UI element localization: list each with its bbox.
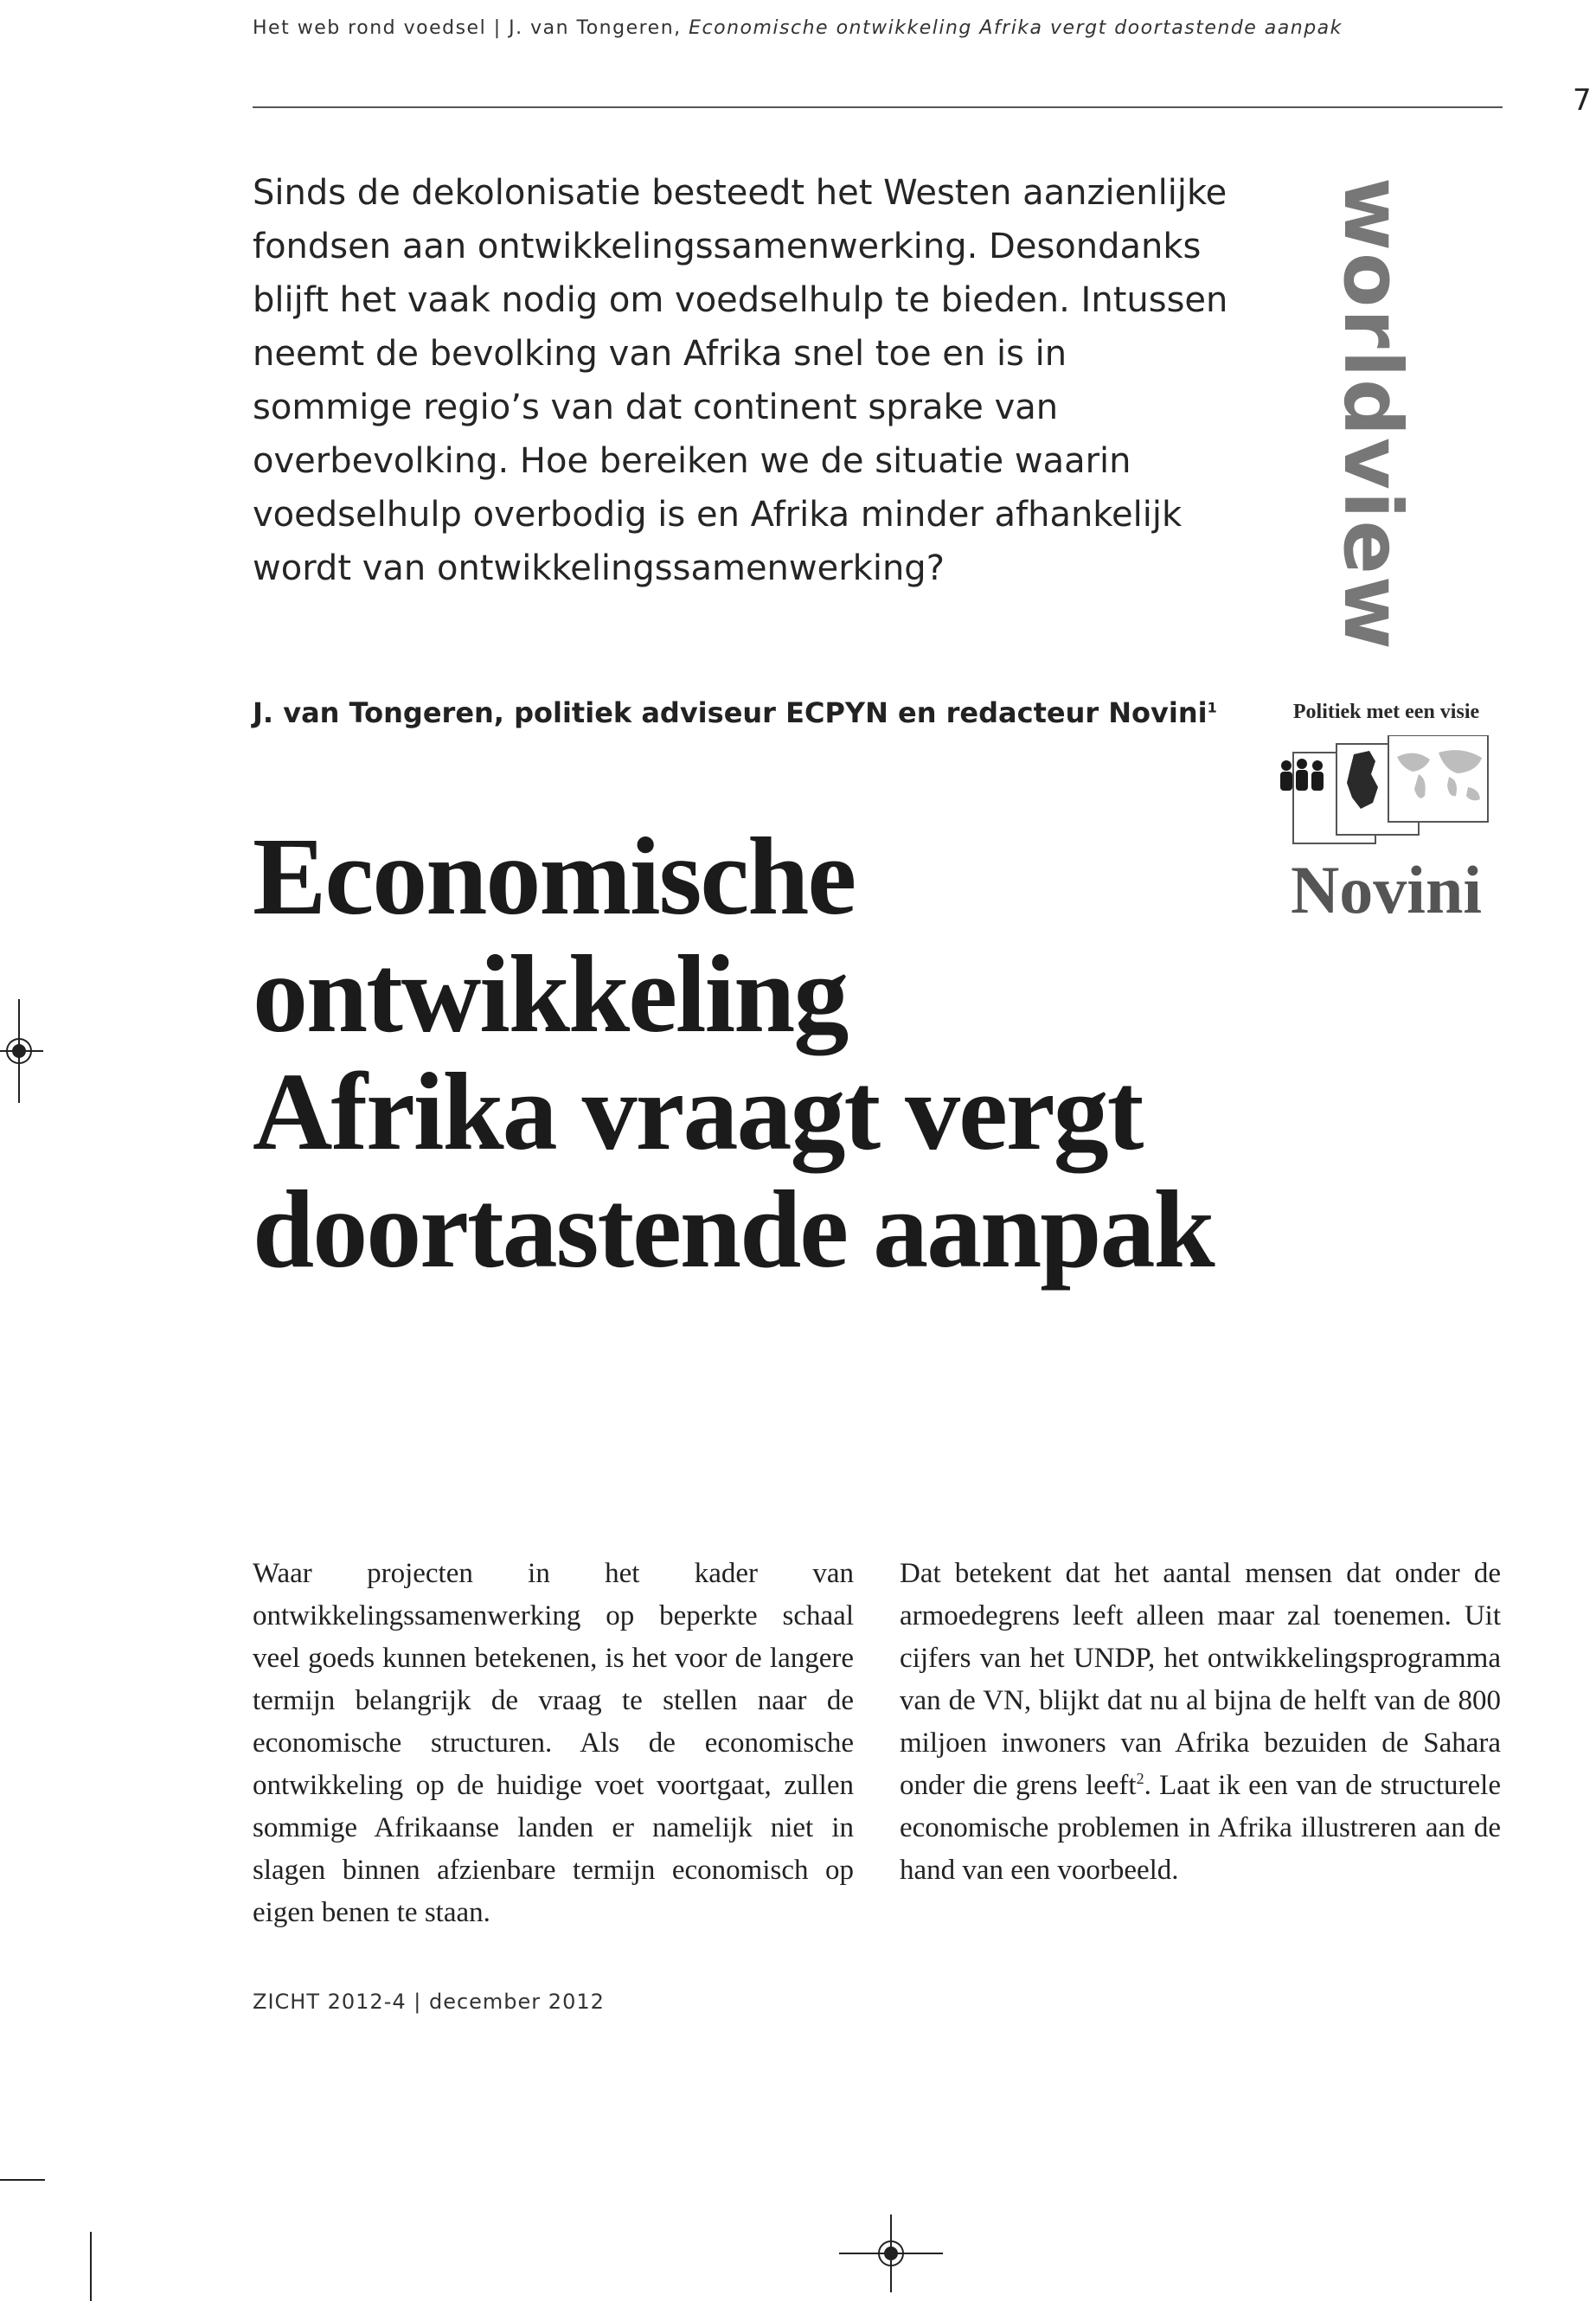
running-head (253, 17, 1481, 39)
article-headline (253, 815, 1481, 1291)
people-silhouettes-icon (1280, 759, 1324, 791)
lead-paragraph (253, 166, 1230, 595)
logo-name: Novini (1290, 852, 1483, 927)
registration-mark-icon (0, 999, 52, 1103)
headline-line-1: Economische (253, 815, 856, 938)
lead-text: Sinds de dekolonisatie besteedt het Westen aanzienlijke fondsen aan ontwikkelingssamenwerking. Desondanks blijft het vaak nodig om voedselhulp te bieden. Intussen neemt de bevolking van Afrika snel toe en is in sommige regio’s van dat continent sprake van overbevolking. Hoe bereiken we de situatie waarin voedselhulp overbodig is en Afrika minder afhankelijk wordt van ontwikkelingssamenwerking? (253, 173, 1228, 588)
body-footnote-ref: 2 (1136, 1770, 1144, 1787)
page-number: 7 (1573, 83, 1592, 118)
byline-footnote-ref: 1 (1207, 699, 1217, 716)
logo-tagline: Politiek met een visie (1292, 701, 1480, 723)
headline-line-3: Afrika vraagt vergt (253, 1050, 1143, 1173)
registration-mark-bottom-icon (839, 2214, 943, 2292)
running-head-article-title: Economische ontwikkeling Afrika vergt doortastende aanpak (689, 17, 1343, 39)
body-left-text: Waar projecten in het kader van ontwikkelingssamenwerking op beperkte schaal veel goeds kunnen betekenen, is het voor de langere termijn belangrijk de vraag te stellen naar de economische structuren. Als de economische ontwikkeling op de huidige voet voortgaat, zullen sommige Afrikaanse landen er namelijk niet in slagen binnen afzienbare termijn economisch op eigen benen te staan. (253, 1558, 854, 1928)
body-column-right (900, 1553, 1501, 1892)
headline-line-4: doortastende aanpak (253, 1168, 1214, 1291)
page-footer: ZICHT 2012-4 | december 2012 (253, 1990, 605, 2014)
body-right-text-1: Dat betekent dat het aantal mensen dat onder de armoedegrens leeft alleen maar zal toenemen. Uit cijfers van het UNDP, het ontwikkelingsprogramma van de VN, blijkt dat nu al bijna de helft van de 800 miljoen inwoners van Afrika bezuiden de Sahara onder die grens leeft (900, 1558, 1501, 1801)
crop-marks-icon (0, 2145, 104, 2301)
headline-line-2: ontwikkeling (253, 933, 848, 1055)
logo-panel-3 (1388, 735, 1488, 822)
body-column-left (253, 1553, 854, 1934)
byline (253, 696, 1221, 729)
body-right-text-2: . Laat ik een van de structurele economische problemen in Afrika illustreren aan de hand van een voorbeeld. (900, 1770, 1501, 1886)
running-head-text: Het web rond voedsel | J. van Tongeren, (253, 17, 689, 39)
section-tag: worldview (1326, 177, 1419, 651)
byline-text: J. van Tongeren, politiek adviseur ECPYN en redacteur Novini (253, 696, 1208, 729)
header-rule (253, 106, 1503, 108)
